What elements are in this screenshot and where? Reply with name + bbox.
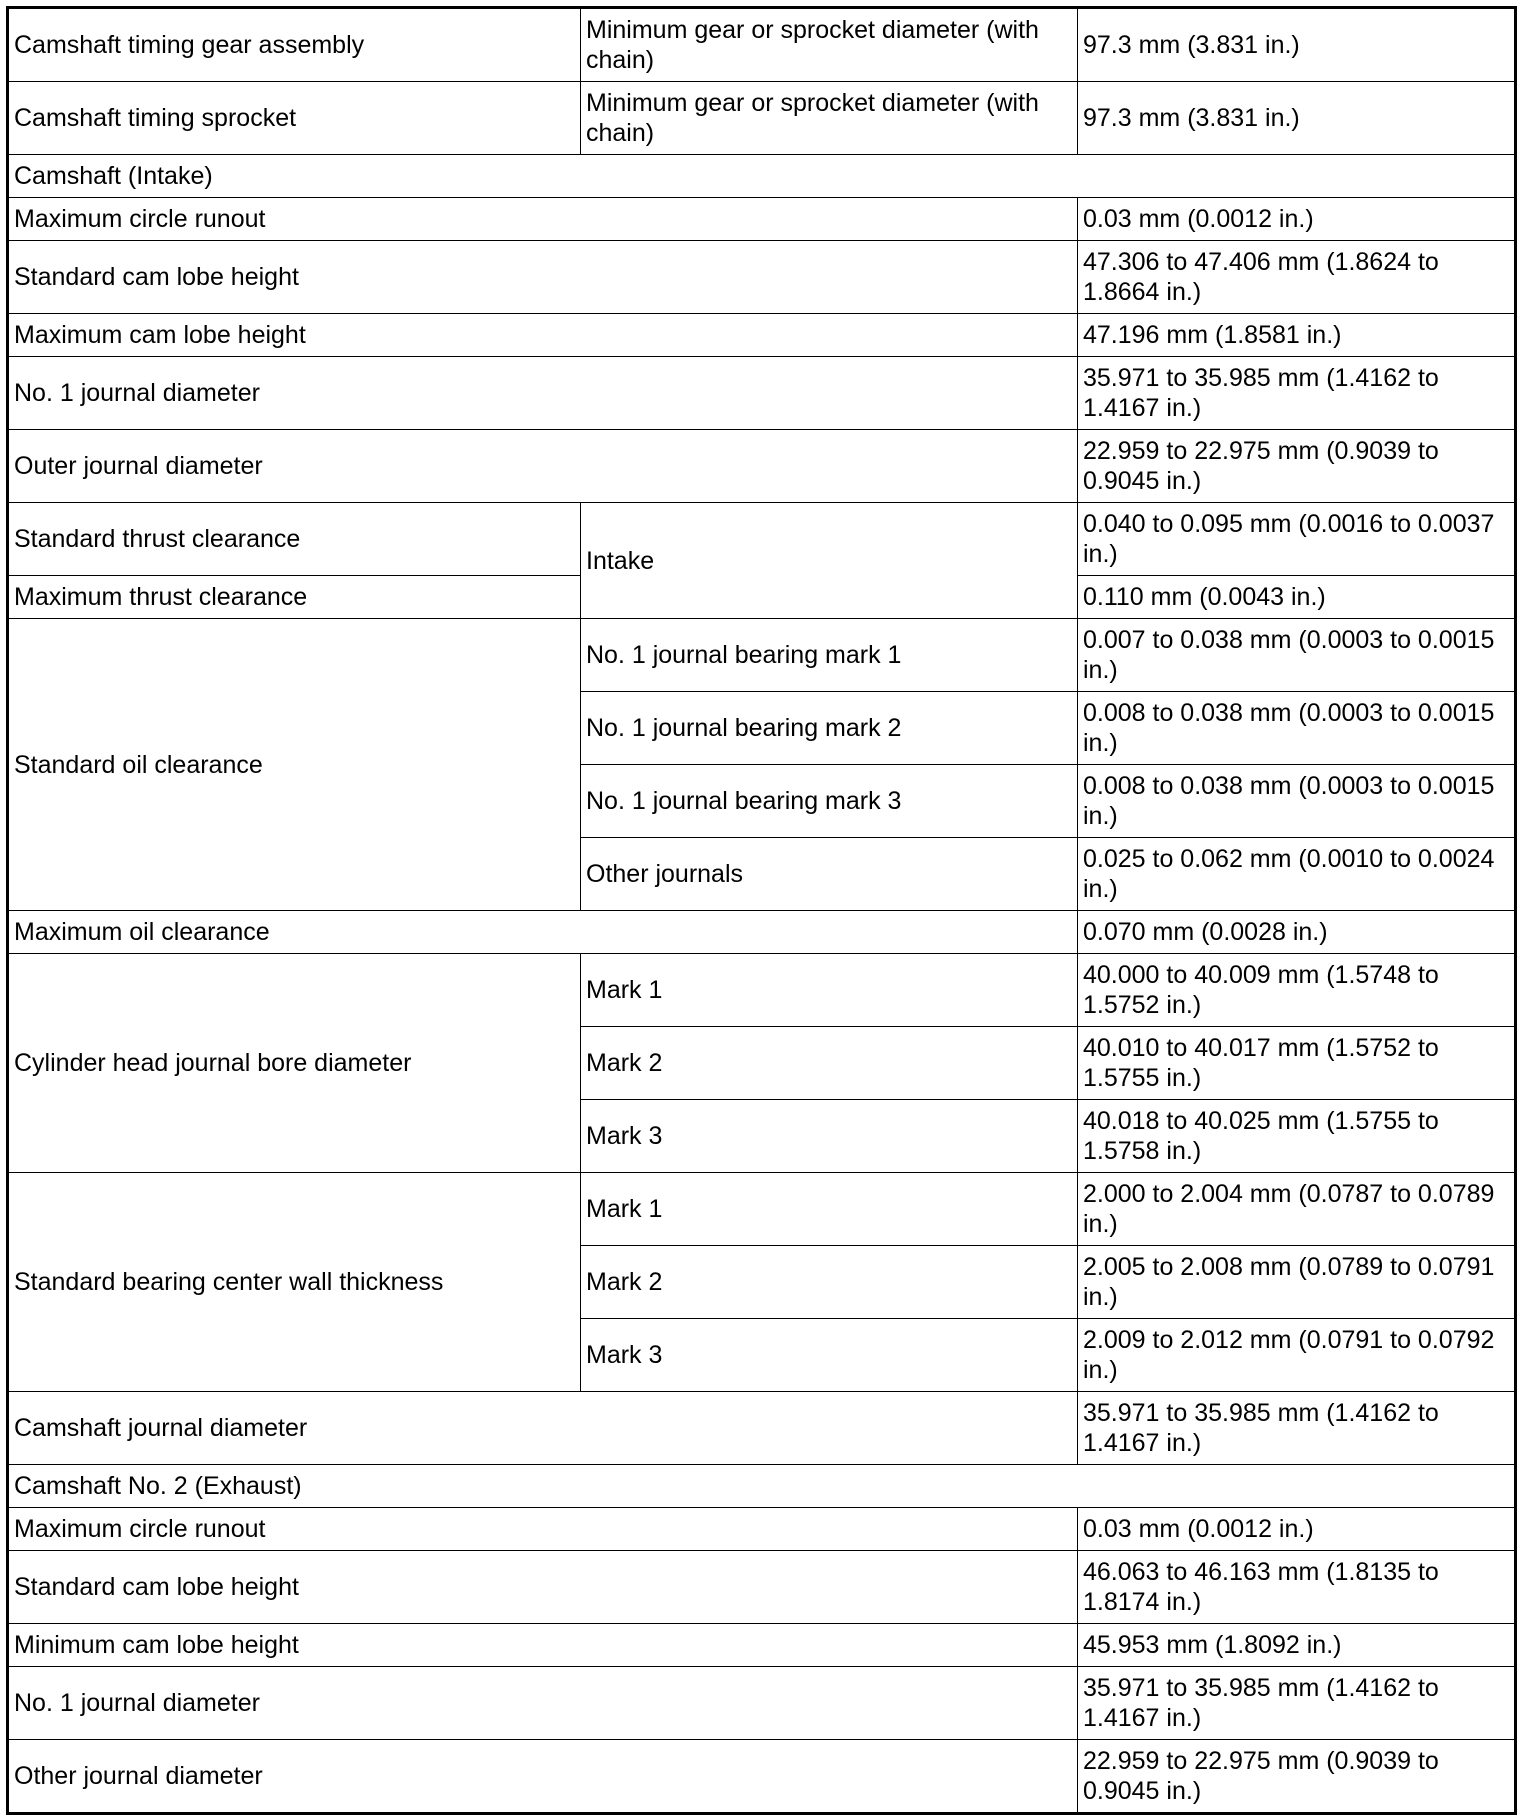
spec-label: Maximum circle runout (8, 1508, 1078, 1551)
spec-value: 0.025 to 0.062 mm (0.0010 to 0.0024 in.) (1078, 838, 1516, 911)
spec-label: Maximum thrust clearance (8, 576, 581, 619)
table-row (8, 430, 1516, 503)
spec-condition: No. 1 journal bearing mark 3 (581, 765, 1078, 838)
spec-value: 2.005 to 2.008 mm (0.0789 to 0.0791 in.) (1078, 1246, 1516, 1319)
spec-value: 0.008 to 0.038 mm (0.0003 to 0.0015 in.) (1078, 765, 1516, 838)
spec-value: 97.3 mm (3.831 in.) (1078, 82, 1516, 155)
table-row (8, 1173, 1516, 1246)
spec-label: Outer journal diameter (8, 430, 1078, 503)
spec-label: Cylinder head journal bore diameter (8, 954, 581, 1173)
spec-condition: No. 1 journal bearing mark 2 (581, 692, 1078, 765)
spec-value: 2.009 to 2.012 mm (0.0791 to 0.0792 in.) (1078, 1319, 1516, 1392)
spec-value: 0.03 mm (0.0012 in.) (1078, 198, 1516, 241)
spec-label: Maximum cam lobe height (8, 314, 1078, 357)
spec-value: 22.959 to 22.975 mm (0.9039 to 0.9045 in.) (1078, 1740, 1516, 1814)
spec-value: 0.040 to 0.095 mm (0.0016 to 0.0037 in.) (1078, 503, 1516, 576)
spec-label: Maximum oil clearance (8, 911, 1078, 954)
table-row (8, 1740, 1516, 1814)
spec-value: 0.008 to 0.038 mm (0.0003 to 0.0015 in.) (1078, 692, 1516, 765)
table-row (8, 357, 1516, 430)
table-row (8, 314, 1516, 357)
table-row (8, 1508, 1516, 1551)
spec-label: Camshaft timing sprocket (8, 82, 581, 155)
spec-condition: No. 1 journal bearing mark 1 (581, 619, 1078, 692)
spec-condition: Mark 1 (581, 954, 1078, 1027)
spec-label: Standard cam lobe height (8, 241, 1078, 314)
spec-condition: Mark 2 (581, 1246, 1078, 1319)
spec-condition: Mark 3 (581, 1100, 1078, 1173)
spec-condition: Other journals (581, 838, 1078, 911)
spec-value: 47.306 to 47.406 mm (1.8624 to 1.8664 in.) (1078, 241, 1516, 314)
spec-label: Standard oil clearance (8, 619, 581, 911)
spec-value: 2.000 to 2.004 mm (0.0787 to 0.0789 in.) (1078, 1173, 1516, 1246)
table-row (8, 8, 1516, 82)
spec-label: Camshaft timing gear assembly (8, 8, 581, 82)
table-row (8, 503, 1516, 576)
spec-label: Standard cam lobe height (8, 1551, 1078, 1624)
spec-label: No. 1 journal diameter (8, 357, 1078, 430)
table-row (8, 1392, 1516, 1465)
spec-label: No. 1 journal diameter (8, 1667, 1078, 1740)
spec-label: Standard bearing center wall thickness (8, 1173, 581, 1392)
spec-value: 0.070 mm (0.0028 in.) (1078, 911, 1516, 954)
section-header-row (8, 1465, 1516, 1508)
section-header-row (8, 155, 1516, 198)
spec-label: Minimum cam lobe height (8, 1624, 1078, 1667)
spec-value: 0.110 mm (0.0043 in.) (1078, 576, 1516, 619)
section-title-intake: Camshaft (Intake) (8, 155, 1516, 198)
spec-value: 35.971 to 35.985 mm (1.4162 to 1.4167 in.) (1078, 357, 1516, 430)
spec-condition: Minimum gear or sprocket diameter (with chain) (581, 8, 1078, 82)
spec-value: 0.007 to 0.038 mm (0.0003 to 0.0015 in.) (1078, 619, 1516, 692)
spec-label: Standard thrust clearance (8, 503, 581, 576)
spec-label: Maximum circle runout (8, 198, 1078, 241)
spec-value: 40.000 to 40.009 mm (1.5748 to 1.5752 in.) (1078, 954, 1516, 1027)
spec-label: Camshaft journal diameter (8, 1392, 1078, 1465)
spec-value: 47.196 mm (1.8581 in.) (1078, 314, 1516, 357)
camshaft-spec-table (6, 6, 1517, 1815)
table-row (8, 619, 1516, 692)
spec-value: 35.971 to 35.985 mm (1.4162 to 1.4167 in.) (1078, 1667, 1516, 1740)
section-title-exhaust: Camshaft No. 2 (Exhaust) (8, 1465, 1516, 1508)
spec-condition: Intake (581, 503, 1078, 619)
table-row (8, 911, 1516, 954)
table-row (8, 1624, 1516, 1667)
spec-condition: Mark 3 (581, 1319, 1078, 1392)
spec-value: 40.018 to 40.025 mm (1.5755 to 1.5758 in.) (1078, 1100, 1516, 1173)
spec-value: 22.959 to 22.975 mm (0.9039 to 0.9045 in.) (1078, 430, 1516, 503)
table-row (8, 1667, 1516, 1740)
table-row (8, 241, 1516, 314)
spec-value: 97.3 mm (3.831 in.) (1078, 8, 1516, 82)
spec-label: Other journal diameter (8, 1740, 1078, 1814)
table-row (8, 198, 1516, 241)
spec-value: 46.063 to 46.163 mm (1.8135 to 1.8174 in.) (1078, 1551, 1516, 1624)
spec-value: 35.971 to 35.985 mm (1.4162 to 1.4167 in.) (1078, 1392, 1516, 1465)
table-row (8, 82, 1516, 155)
table-row (8, 1551, 1516, 1624)
spec-value: 0.03 mm (0.0012 in.) (1078, 1508, 1516, 1551)
spec-condition: Mark 1 (581, 1173, 1078, 1246)
table-row (8, 954, 1516, 1027)
spec-condition: Minimum gear or sprocket diameter (with chain) (581, 82, 1078, 155)
spec-value: 40.010 to 40.017 mm (1.5752 to 1.5755 in.) (1078, 1027, 1516, 1100)
spec-condition: Mark 2 (581, 1027, 1078, 1100)
spec-value: 45.953 mm (1.8092 in.) (1078, 1624, 1516, 1667)
